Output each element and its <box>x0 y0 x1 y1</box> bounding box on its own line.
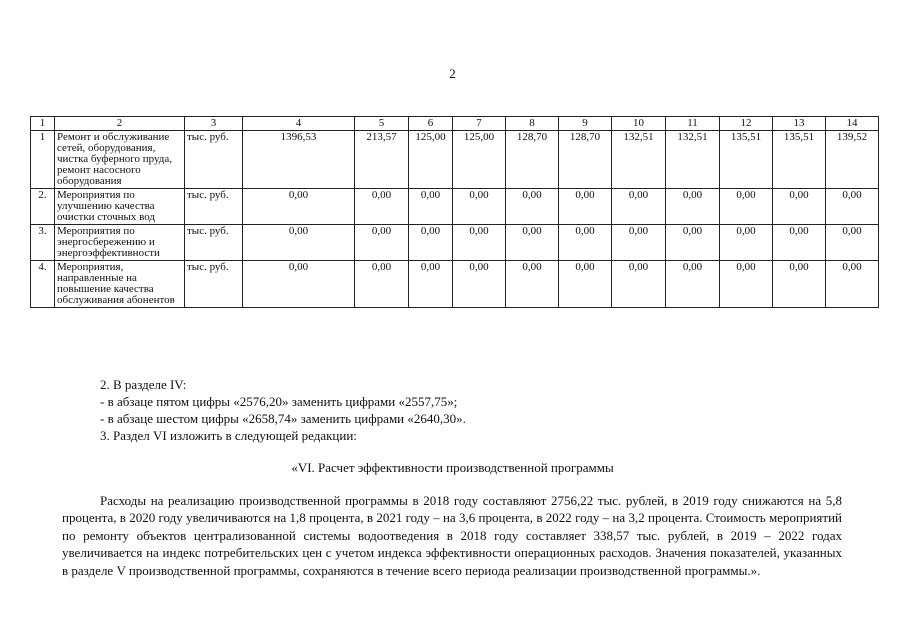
row-value: 0,00 <box>612 261 666 308</box>
row-number: 2. <box>31 189 55 225</box>
row-value: 0,00 <box>773 261 826 308</box>
table-header-row <box>31 117 879 131</box>
table-header-cell: 10 <box>612 117 666 131</box>
row-value: 0,00 <box>409 225 453 261</box>
row-value: 0,00 <box>720 189 773 225</box>
row-value: 0,00 <box>612 225 666 261</box>
row-value: 0,00 <box>666 261 720 308</box>
row-value: 0,00 <box>409 261 453 308</box>
page-number: 2 <box>449 66 456 81</box>
row-value: 0,00 <box>666 225 720 261</box>
table-header-cell: 3 <box>185 117 243 131</box>
row-unit: тыс. руб. <box>185 225 243 261</box>
table-header-cell: 11 <box>666 117 720 131</box>
row-name: Ремонт и обслуживание сетей, оборудования, чистка буферного пруда, ремонт насосного оборудования <box>55 131 185 189</box>
row-value: 0,00 <box>355 225 409 261</box>
row-value: 0,00 <box>453 261 506 308</box>
row-value: 0,00 <box>720 261 773 308</box>
table-header-cell: 14 <box>826 117 879 131</box>
table-header-cell: 9 <box>559 117 612 131</box>
row-unit: тыс. руб. <box>185 189 243 225</box>
row-number: 3. <box>31 225 55 261</box>
section-body: Расходы на реализацию производственной программы в 2018 году составляют 2756,22 тыс. рублей, в 2019 году снижаются на 5,8 процента, в 2020 году увеличиваются на 1,8 процента, в 2021 году – на 3,6 процента, в 2022 году – на 3,2 процента. Стоимость мероприятий по ремонту объектов централизованной системы водоотведения в 2018 году составляет 338,57 тыс. рублей, в 2019 – 2022 годах увеличивается на индекс потребительских цен с учетом индекса эффективности операционных расходов. Значения показателей, указанных в разделе V производственной программы, сохраняются в течение всего периода реализации производственной программы.». <box>62 493 842 578</box>
row-value: 135,51 <box>773 131 826 189</box>
row-value: 0,00 <box>826 261 879 308</box>
table-header-cell: 6 <box>409 117 453 131</box>
table-header-cell: 2 <box>55 117 185 131</box>
row-value: 132,51 <box>612 131 666 189</box>
row-name: Мероприятия, направленные на повышение качества обслуживания абонентов <box>55 261 185 308</box>
row-value: 0,00 <box>243 225 355 261</box>
row-value: 0,00 <box>453 225 506 261</box>
amendment-line-2: - в абзаце пятом цифры «2576,20» заменить цифрами «2557,75»; <box>100 394 458 409</box>
table-header-cell: 4 <box>243 117 355 131</box>
row-value: 0,00 <box>243 189 355 225</box>
row-value: 0,00 <box>720 225 773 261</box>
amendment-line-4: 3. Раздел VI изложить в следующей редакции: <box>100 428 357 443</box>
table-row <box>31 131 879 189</box>
row-number: 1 <box>31 131 55 189</box>
amendment-line-3: - в абзаце шестом цифры «2658,74» заменить цифрами «2640,30». <box>100 411 466 426</box>
row-value: 128,70 <box>506 131 559 189</box>
table-header-cell: 12 <box>720 117 773 131</box>
row-value: 0,00 <box>243 261 355 308</box>
row-value: 135,51 <box>720 131 773 189</box>
row-value: 128,70 <box>559 131 612 189</box>
row-value: 139,52 <box>826 131 879 189</box>
row-name: Мероприятия по улучшению качества очистки сточных вод <box>55 189 185 225</box>
row-name: Мероприятия по энергосбережению и энергоэффективности <box>55 225 185 261</box>
table-header-cell: 5 <box>355 117 409 131</box>
program-table <box>30 116 879 308</box>
row-value: 0,00 <box>453 189 506 225</box>
row-value: 0,00 <box>355 189 409 225</box>
row-number: 4. <box>31 261 55 308</box>
row-value: 0,00 <box>826 225 879 261</box>
table-row <box>31 261 879 308</box>
row-value: 125,00 <box>409 131 453 189</box>
table-header-cell: 8 <box>506 117 559 131</box>
table-row <box>31 225 879 261</box>
row-value: 0,00 <box>506 261 559 308</box>
table-header-cell: 13 <box>773 117 826 131</box>
row-value: 0,00 <box>826 189 879 225</box>
row-value: 213,57 <box>355 131 409 189</box>
row-value: 0,00 <box>506 189 559 225</box>
row-value: 1396,53 <box>243 131 355 189</box>
amendment-line-1: 2. В разделе IV: <box>100 377 187 392</box>
table-row <box>31 189 879 225</box>
row-value: 0,00 <box>409 189 453 225</box>
row-value: 0,00 <box>612 189 666 225</box>
row-value: 0,00 <box>773 225 826 261</box>
row-value: 0,00 <box>559 225 612 261</box>
row-unit: тыс. руб. <box>185 131 243 189</box>
row-value: 132,51 <box>666 131 720 189</box>
row-value: 0,00 <box>506 225 559 261</box>
row-value: 0,00 <box>559 189 612 225</box>
table-header-cell: 7 <box>453 117 506 131</box>
row-unit: тыс. руб. <box>185 261 243 308</box>
row-value: 0,00 <box>355 261 409 308</box>
table-header-cell: 1 <box>31 117 55 131</box>
section-heading: «VI. Расчет эффективности производственной программы <box>291 460 614 475</box>
row-value: 0,00 <box>666 189 720 225</box>
row-value: 0,00 <box>559 261 612 308</box>
row-value: 0,00 <box>773 189 826 225</box>
row-value: 125,00 <box>453 131 506 189</box>
